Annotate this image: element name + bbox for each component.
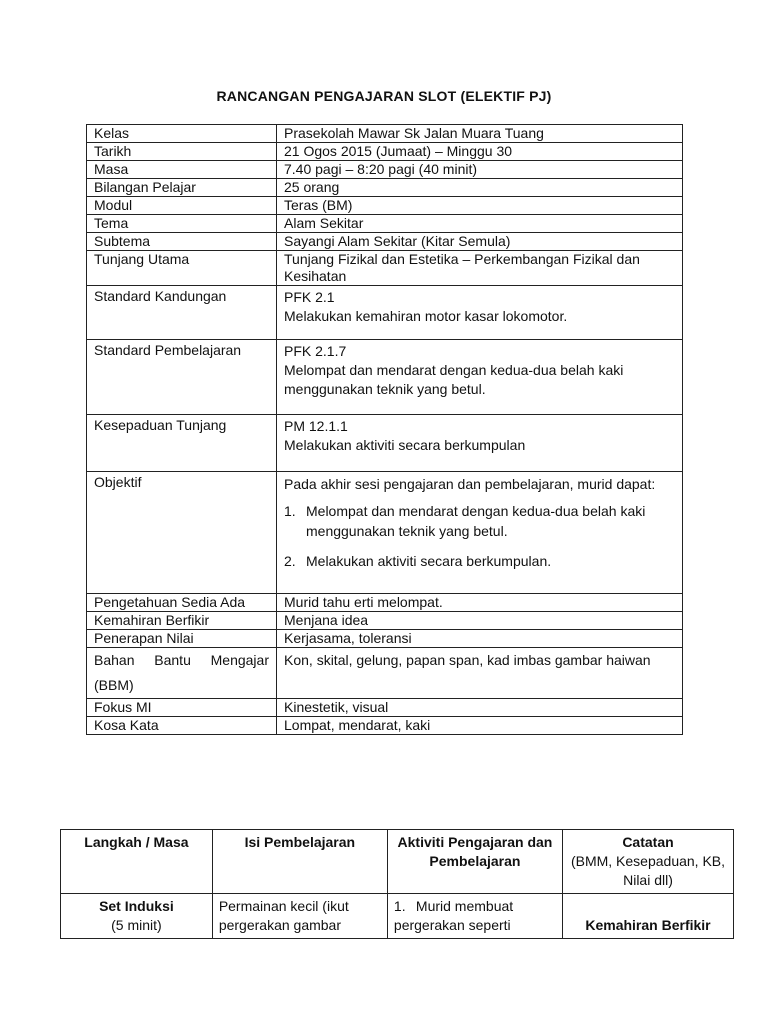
value-kesepaduan <box>277 415 683 472</box>
list-item <box>284 501 675 541</box>
list-item <box>284 551 675 571</box>
table-row <box>87 251 683 286</box>
value-kemahiran: Menjana idea <box>277 612 683 630</box>
value-modul: Teras (BM) <box>277 197 683 215</box>
label-pembelajaran: Standard Pembelajaran <box>87 340 277 415</box>
table-row <box>87 125 683 143</box>
label-tema: Tema <box>87 215 277 233</box>
table-row <box>87 197 683 215</box>
label-modul: Modul <box>87 197 277 215</box>
cell-isi: Permainan kecil (ikut pergerakan gambar <box>212 894 387 939</box>
pembelajaran-code: PFK 2.1.7 <box>284 343 347 359</box>
table-row <box>61 894 734 939</box>
table-row <box>87 215 683 233</box>
header-catatan-title: Catatan <box>622 834 674 850</box>
pembelajaran-desc: Melompat dan mendarat dengan kedua-dua belah kaki menggunakan teknik yang betul. <box>284 362 624 397</box>
value-bilangan: 25 orang <box>277 179 683 197</box>
table-row <box>87 472 683 594</box>
value-tarikh: 21 Ogos 2015 (Jumaat) – Minggu 30 <box>277 143 683 161</box>
value-tema: Alam Sekitar <box>277 215 683 233</box>
value-subtema: Sayangi Alam Sekitar (Kitar Semula) <box>277 233 683 251</box>
value-masa: 7.40 pagi – 8:20 pagi (40 minit) <box>277 161 683 179</box>
value-tunjang: Tunjang Fizikal dan Estetika – Perkembangan Fizikal dan Kesihatan <box>277 251 683 286</box>
value-kandungan <box>277 286 683 340</box>
label-kelas: Kelas <box>87 125 277 143</box>
kandungan-desc: Melakukan kemahiran motor kasar lokomotor. <box>284 308 568 324</box>
table-row <box>87 699 683 717</box>
value-nilai: Kerjasama, toleransi <box>277 630 683 648</box>
table-header-row <box>61 830 734 894</box>
label-masa: Masa <box>87 161 277 179</box>
label-subtema: Subtema <box>87 233 277 251</box>
header-catatan-sub: (BMM, Kesepaduan, KB, Nilai dll) <box>570 853 726 888</box>
label-kesepaduan: Kesepaduan Tunjang <box>87 415 277 472</box>
value-kosa: Lompat, mendarat, kaki <box>277 717 683 735</box>
value-bbm: Kon, skital, gelung, papan span, kad imbas gambar haiwan <box>277 648 683 699</box>
label-fokus: Fokus MI <box>87 699 277 717</box>
label-objektif: Objektif <box>87 472 277 594</box>
table-row <box>87 648 683 699</box>
label-kandungan: Standard Kandungan <box>87 286 277 340</box>
header-aktiviti: Aktiviti Pengajaran dan Pembelajaran <box>387 830 562 894</box>
lesson-plan-table <box>60 829 734 939</box>
value-fokus: Kinestetik, visual <box>277 699 683 717</box>
label-bilangan: Bilangan Pelajar <box>87 179 277 197</box>
aktiviti-text: Murid membuat pergerakan seperti <box>393 898 514 933</box>
header-langkah: Langkah / Masa <box>61 830 213 894</box>
table-row <box>87 630 683 648</box>
value-objektif <box>277 472 683 594</box>
objektif-text-2: Melakukan aktiviti secara berkumpulan. <box>306 553 552 569</box>
langkah-title: Set Induksi <box>99 898 174 914</box>
table-row <box>87 233 683 251</box>
label-tarikh: Tarikh <box>87 143 277 161</box>
value-pengetahuan: Murid tahu erti melompat. <box>277 594 683 612</box>
table-row <box>87 594 683 612</box>
table-row <box>87 340 683 415</box>
header-catatan <box>563 830 734 894</box>
objektif-intro: Pada akhir sesi pengajaran dan pembelajaran, murid dapat: <box>284 476 656 492</box>
kesepaduan-code: PM 12.1.1 <box>284 418 348 434</box>
cell-catatan <box>563 894 734 939</box>
label-nilai: Penerapan Nilai <box>87 630 277 648</box>
page-title: RANCANGAN PENGAJARAN SLOT (ELEKTIF PJ) <box>216 88 552 104</box>
table-row <box>87 161 683 179</box>
kandungan-code: PFK 2.1 <box>284 289 335 305</box>
langkah-masa: (5 minit) <box>111 917 162 933</box>
lesson-info-table <box>86 124 683 735</box>
header-isi: Isi Pembelajaran <box>212 830 387 894</box>
cell-aktiviti <box>387 894 562 939</box>
label-bbm: Bahan Bantu Mengajar (BBM) <box>87 648 277 699</box>
objektif-num-1: 1. <box>284 503 296 519</box>
objektif-list <box>284 501 675 571</box>
table-row <box>87 179 683 197</box>
aktiviti-num: 1. <box>393 898 406 914</box>
table-row <box>87 415 683 472</box>
objektif-text-1: Melompat dan mendarat dengan kedua-dua belah kaki menggunakan teknik yang betul. <box>306 503 646 539</box>
kesepaduan-desc: Melakukan aktiviti secara berkumpulan <box>284 437 526 453</box>
table-row <box>87 286 683 340</box>
value-pembelajaran <box>277 340 683 415</box>
table-row <box>87 717 683 735</box>
label-tunjang: Tunjang Utama <box>87 251 277 286</box>
label-pengetahuan: Pengetahuan Sedia Ada <box>87 594 277 612</box>
table-row <box>87 612 683 630</box>
objektif-num-2: 2. <box>284 553 296 569</box>
value-kelas: Prasekolah Mawar Sk Jalan Muara Tuang <box>277 125 683 143</box>
table-row <box>87 143 683 161</box>
cell-langkah <box>61 894 213 939</box>
label-kosa: Kosa Kata <box>87 717 277 735</box>
label-kemahiran: Kemahiran Berfikir <box>87 612 277 630</box>
catatan-text: Kemahiran Berfikir <box>585 917 711 933</box>
